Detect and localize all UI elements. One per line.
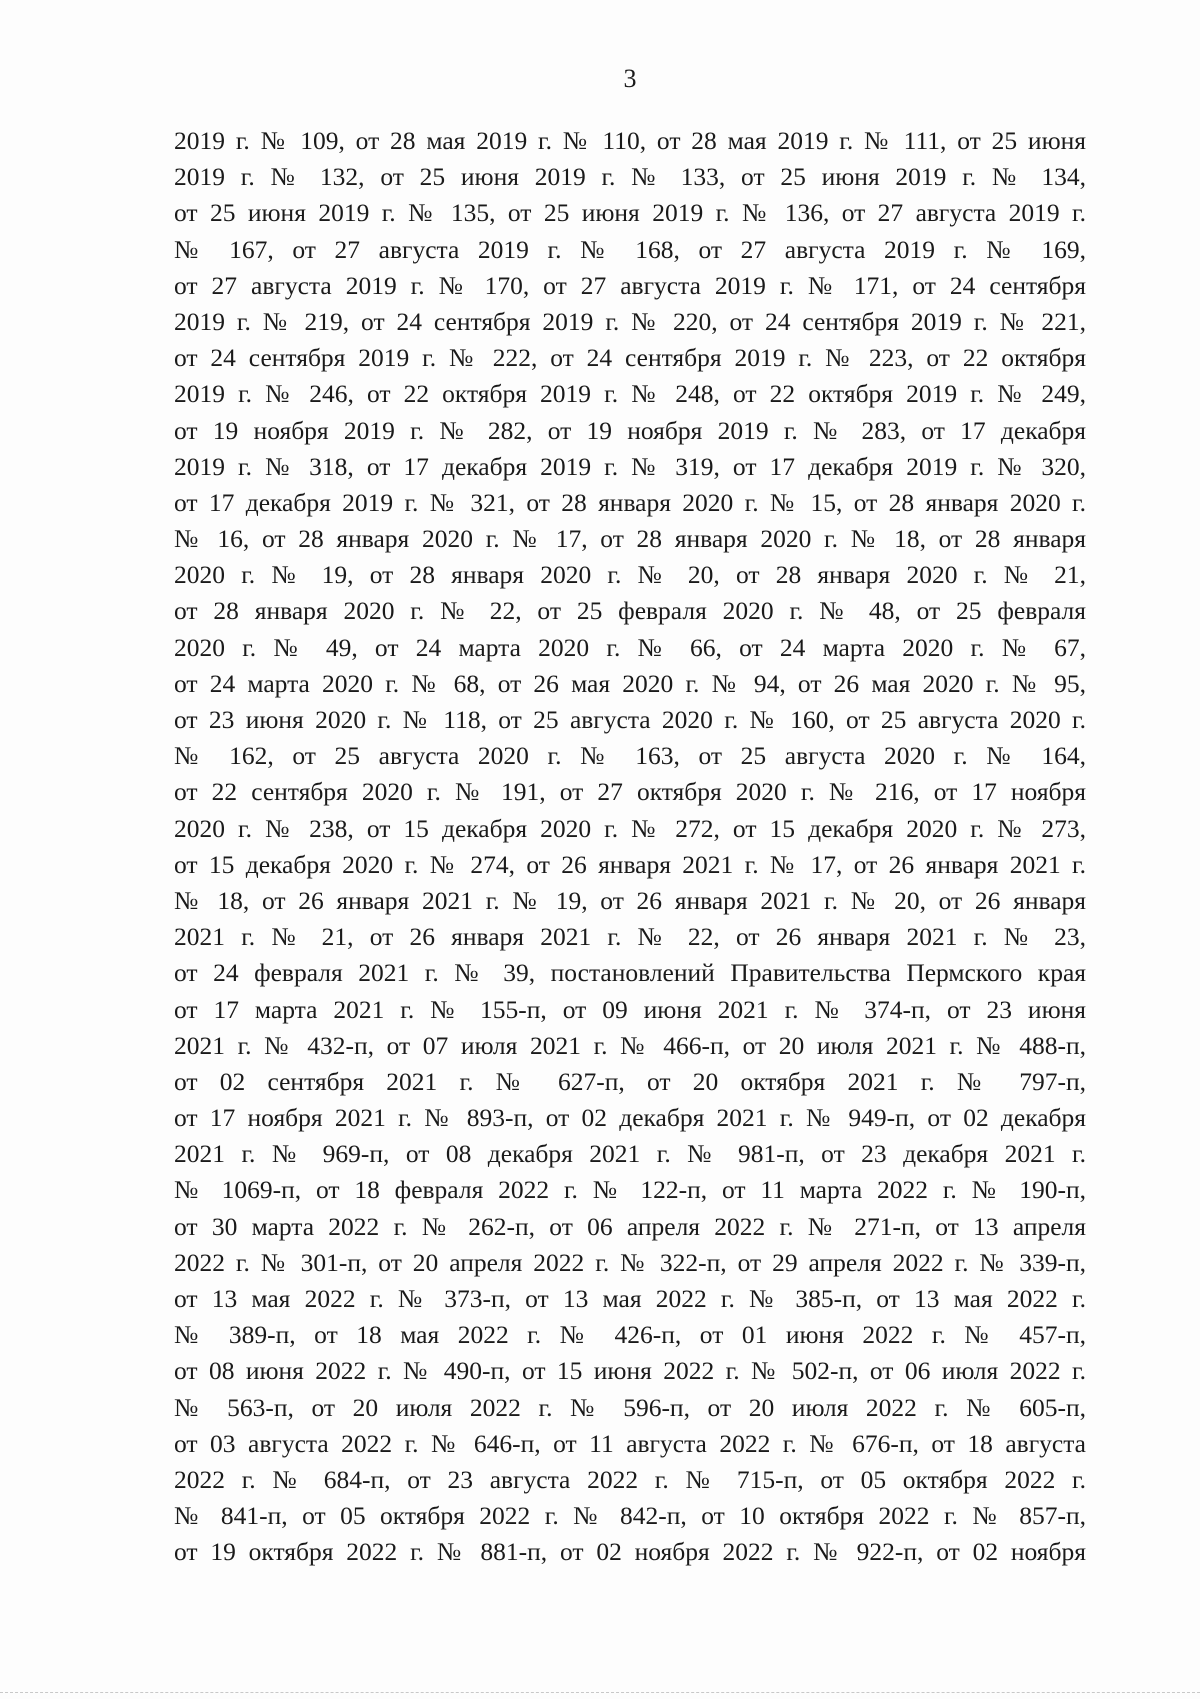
text-line: № 563-п, от 20 июля 2022 г. № 596-п, от 20 июля 2022 г. № 605-п,	[174, 1392, 1086, 1422]
text-line: от 19 ноября 2019 г. № 282, от 19 ноября 2019 г. № 283, от 17 декабря	[174, 415, 1086, 445]
text-line: № 1069-п, от 18 февраля 2022 г. № 122-п, от 11 марта 2022 г. № 190-п,	[174, 1175, 1086, 1205]
text-line: № 389-п, от 18 мая 2022 г. № 426-п, от 01 июня 2022 г. № 457-п,	[174, 1320, 1086, 1350]
text-line: от 25 июня 2019 г. № 135, от 25 июня 2019 г. № 136, от 27 августа 2019 г.	[174, 198, 1086, 228]
text-line: от 17 марта 2021 г. № 155-п, от 09 июня 2021 г. № 374-п, от 23 июня	[174, 994, 1086, 1024]
text-line: 2022 г. № 684-п, от 23 августа 2022 г. № 715-п, от 05 октября 2022 г.	[174, 1464, 1086, 1494]
text-line: 2019 г. № 109, от 28 мая 2019 г. № 110, от 28 мая 2019 г. № 111, от 25 июня	[174, 126, 1086, 155]
text-line: от 28 января 2020 г. № 22, от 25 февраля 2020 г. № 48, от 25 февраля	[174, 596, 1086, 626]
text-line: от 24 марта 2020 г. № 68, от 26 мая 2020 г. № 94, от 26 мая 2020 г. № 95,	[174, 668, 1086, 698]
text-line: 2020 г. № 238, от 15 декабря 2020 г. № 272, от 15 декабря 2020 г. № 273,	[174, 813, 1086, 843]
text-line: 2019 г. № 219, от 24 сентября 2019 г. № 220, от 24 сентября 2019 г. № 221,	[174, 306, 1086, 336]
text-line: от 13 мая 2022 г. № 373-п, от 13 мая 2022 г. № 385-п, от 13 мая 2022 г.	[174, 1284, 1086, 1313]
text-line: № 16, от 28 января 2020 г. № 17, от 28 января 2020 г. № 18, от 28 января	[174, 524, 1086, 554]
text-line: от 15 декабря 2020 г. № 274, от 26 января 2021 г. № 17, от 26 января 2021 г.	[174, 849, 1086, 879]
text-line: от 17 декабря 2019 г. № 321, от 28 января 2020 г. № 15, от 28 января 2020 г.	[174, 487, 1086, 517]
text-line: от 22 сентября 2020 г. № 191, от 27 октября 2020 г. № 216, от 17 ноября	[174, 777, 1086, 807]
text-line: № 162, от 25 августа 2020 г. № 163, от 25 августа 2020 г. № 164,	[174, 741, 1086, 771]
text-line: 2022 г. № 301-п, от 20 апреля 2022 г. № 322-п, от 29 апреля 2022 г. № 339-п,	[174, 1247, 1086, 1277]
text-line: от 24 февраля 2021 г. № 39, постановлений Правительства Пермского края	[174, 958, 1086, 988]
text-line: 2019 г. № 246, от 22 октября 2019 г. № 248, от 22 октября 2019 г. № 249,	[174, 379, 1086, 409]
text-line: от 19 октября 2022 г. № 881-п, от 02 ноября 2022 г. № 922-п, от 02 ноября	[174, 1537, 1086, 1567]
text-line: 2019 г. № 318, от 17 декабря 2019 г. № 319, от 17 декабря 2019 г. № 320,	[174, 451, 1086, 481]
text-line: 2021 г. № 432-п, от 07 июля 2021 г. № 466-п, от 20 июля 2021 г. № 488-п,	[174, 1030, 1086, 1060]
text-line: № 18, от 26 января 2021 г. № 19, от 26 января 2021 г. № 20, от 26 января	[174, 885, 1086, 915]
text-line: № 841-п, от 05 октября 2022 г. № 842-п, от 10 октября 2022 г. № 857-п,	[174, 1501, 1086, 1531]
text-line: от 30 марта 2022 г. № 262-п, от 06 апреля 2022 г. № 271-п, от 13 апреля	[174, 1211, 1086, 1241]
text-line: от 27 августа 2019 г. № 170, от 27 августа 2019 г. № 171, от 24 сентября	[174, 270, 1086, 300]
page-number: 3	[623, 64, 637, 93]
text-line: 2021 г. № 969-п, от 08 декабря 2021 г. № 981-п, от 23 декабря 2021 г.	[174, 1139, 1086, 1169]
body-text	[174, 123, 1086, 1571]
text-line: от 24 сентября 2019 г. № 222, от 24 сентября 2019 г. № 223, от 22 октября	[174, 343, 1086, 373]
text-line: 2020 г. № 19, от 28 января 2020 г. № 20, от 28 января 2020 г. № 21,	[174, 560, 1086, 590]
text-line: от 08 июня 2022 г. № 490-п, от 15 июня 2022 г. № 502-п, от 06 июля 2022 г.	[174, 1356, 1086, 1386]
text-line: 2021 г. № 21, от 26 января 2021 г. № 22, от 26 января 2021 г. № 23,	[174, 922, 1086, 952]
text-line: № 167, от 27 августа 2019 г. № 168, от 27 августа 2019 г. № 169,	[174, 234, 1086, 264]
text-line: от 03 августа 2022 г. № 646-п, от 11 августа 2022 г. № 676-п, от 18 августа	[174, 1428, 1086, 1458]
text-line: 2020 г. № 49, от 24 марта 2020 г. № 66, от 24 марта 2020 г. № 67,	[174, 632, 1086, 662]
text-line: от 17 ноября 2021 г. № 893-п, от 02 декабря 2021 г. № 949-п, от 02 декабря	[174, 1103, 1086, 1133]
text-line: от 02 сентября 2021 г. № 627-п, от 20 октября 2021 г. № 797-п,	[174, 1066, 1086, 1096]
scan-edge	[0, 1692, 1200, 1699]
text-line: 2019 г. № 132, от 25 июня 2019 г. № 133, от 25 июня 2019 г. № 134,	[174, 162, 1086, 192]
text-line: от 23 июня 2020 г. № 118, от 25 августа 2020 г. № 160, от 25 августа 2020 г.	[174, 705, 1086, 734]
